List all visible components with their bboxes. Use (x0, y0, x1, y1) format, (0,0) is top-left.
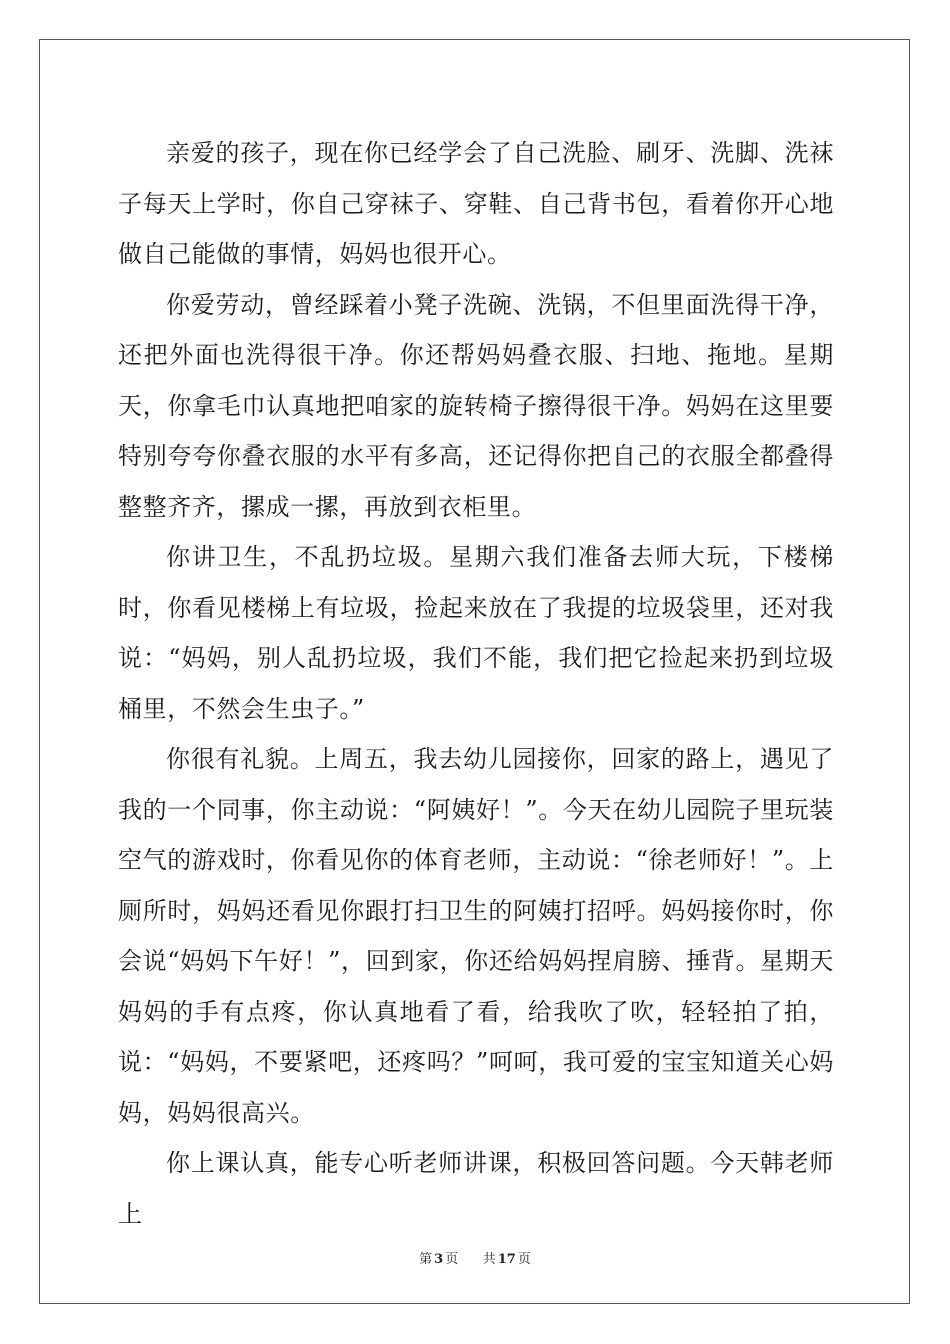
current-page: 3 (434, 1252, 444, 1267)
total-pages (481, 1252, 533, 1267)
page-number (417, 1252, 460, 1267)
total-prefix: 共 (482, 1252, 496, 1267)
paragraph-3: 你讲卫生，不乱扔垃圾。星期六我们准备去师大玩，下楼梯时，你看见楼梯上有垃圾，捡起来放在了我提的垃圾袋里，还对我说：“妈妈，别人乱扔垃圾，我们不能，我们把它捡起来扔到垃圾桶里，不然会生虫子。” (118, 543, 834, 723)
paragraph-1: 亲爱的孩子，现在你已经学会了自己洗脸、刷牙、洗脚、洗袜子每天上学时，你自己穿袜子、穿鞋、自己背书包，看着你开心地做自己能做的事情，妈妈也很开心。 (118, 139, 834, 268)
document-body (118, 128, 834, 1239)
paragraph-2: 你爱劳动，曾经踩着小凳子洗碗、洗锅，不但里面洗得干净，还把外面也洗得很干净。你还帮妈妈叠衣服、扫地、拖地。星期天，你拿毛巾认真地把咱家的旋转椅子擦得很干净。妈妈在这里要特别夸夸你叠衣服的水平有多高，还记得你把自己的衣服全都叠得整整齐齐，摞成一摞，再放到衣柜里。 (118, 290, 834, 521)
total-page-count: 17 (497, 1252, 516, 1267)
page-footer (0, 1248, 950, 1267)
page-prefix: 第 (419, 1252, 433, 1267)
total-suffix: 页 (517, 1252, 531, 1267)
paragraph-5: 你上课认真，能专心听老师讲课，积极回答问题。今天韩老师上 (118, 1149, 834, 1228)
page-suffix: 页 (445, 1252, 459, 1267)
paragraph-4: 你很有礼貌。上周五，我去幼儿园接你，回家的路上，遇见了我的一个同事，你主动说：“阿姨好！”。今天在幼儿园院子里玩装空气的游戏时，你看见你的体育老师，主动说：“徐老师好！”。上厕所时，妈妈还看见你跟打扫卫生的阿姨打招呼。妈妈接你时，你会说“妈妈下午好！”，回到家，你还给妈妈捏肩膀、捶背。星期天妈妈的手有点疼，你认真地看了看，给我吹了吹，轻轻拍了拍，说：“妈妈，不要紧吧，还疼吗？”呵呵，我可爱的宝宝知道关心妈妈，妈妈很高兴。 (118, 745, 834, 1127)
